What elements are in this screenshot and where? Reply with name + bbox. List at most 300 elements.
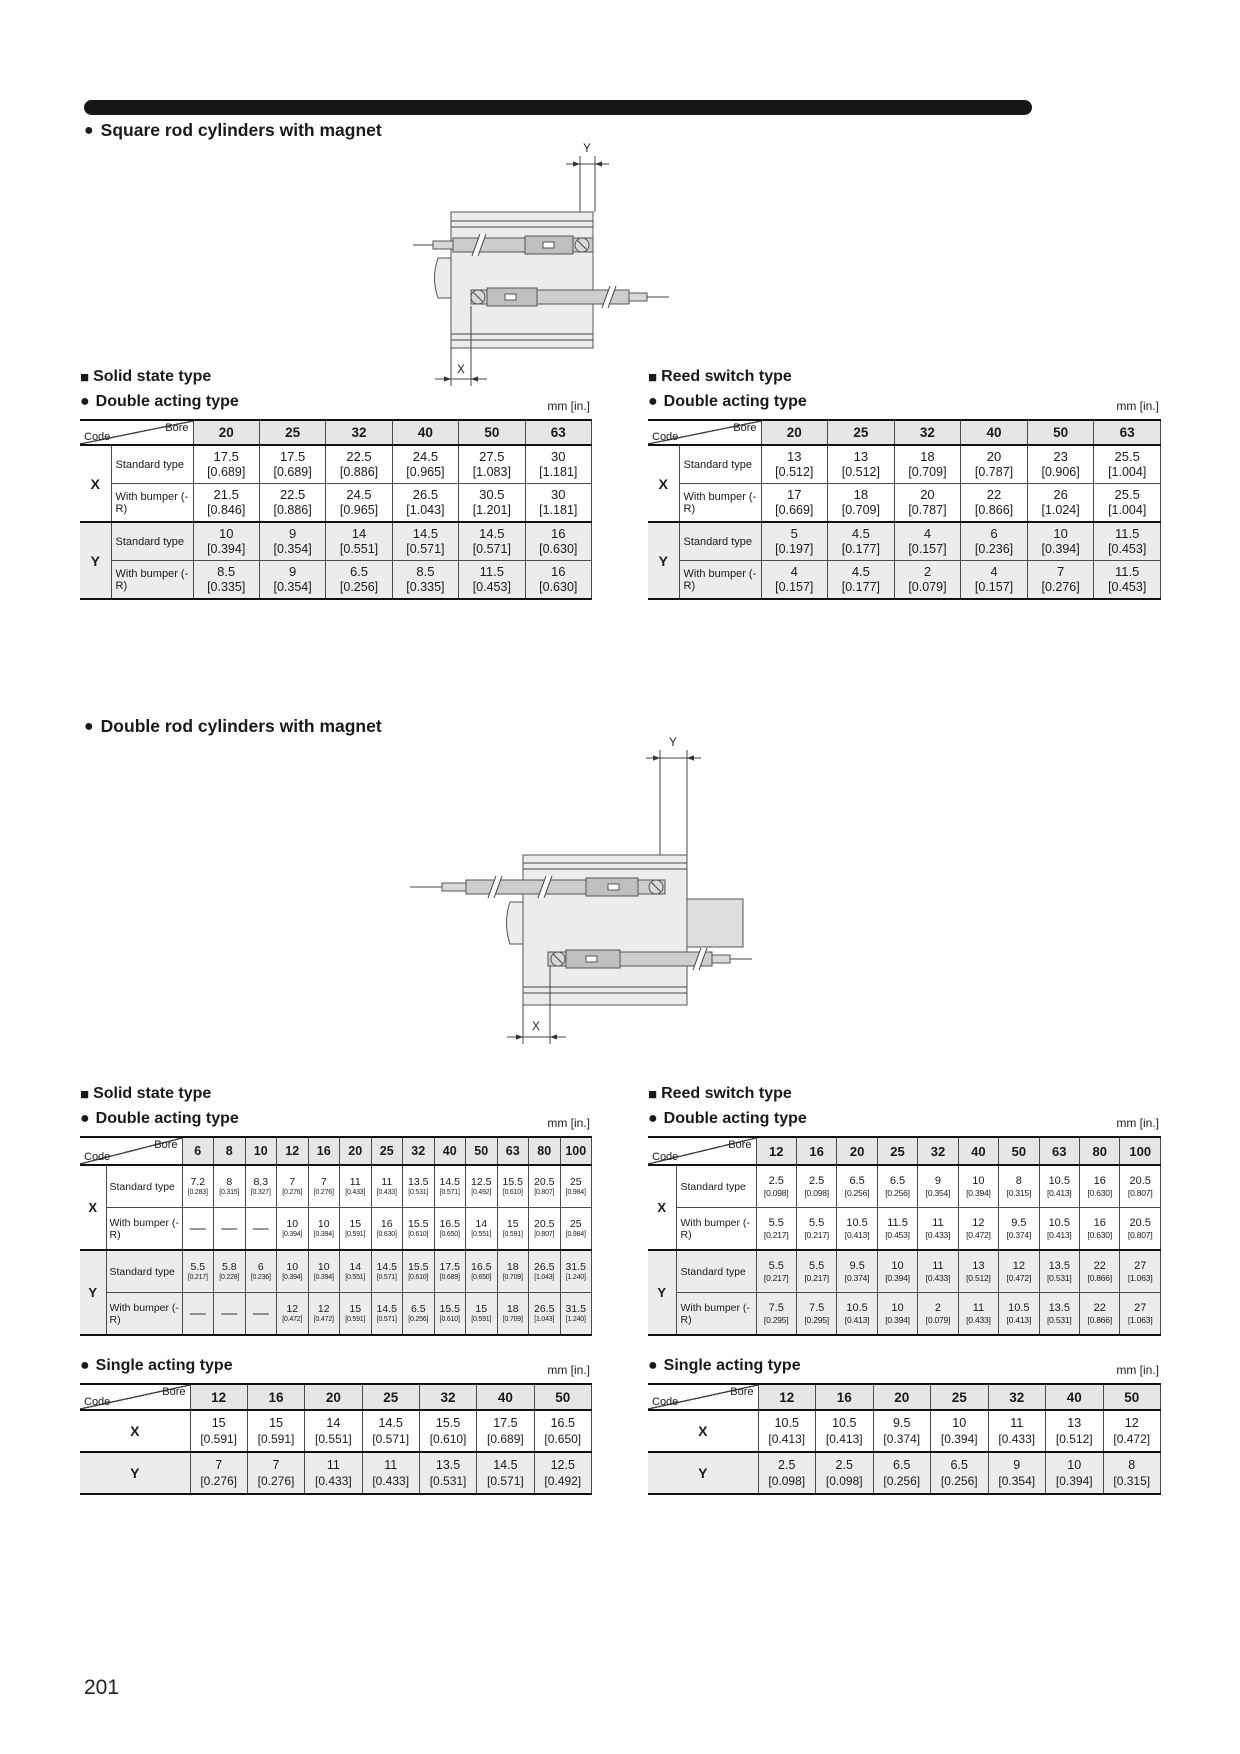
code-axis-cell: X	[648, 445, 679, 522]
bore-column-header: 40	[477, 1384, 534, 1410]
value-inch: [0.394]	[282, 1230, 303, 1238]
value-cell	[560, 1293, 592, 1336]
value-cell	[419, 1452, 476, 1494]
value-inch: [0.413]	[1006, 1315, 1032, 1326]
value-cell	[1094, 561, 1161, 600]
value-inch: [0.276]	[200, 1473, 238, 1488]
value-cell	[190, 1452, 247, 1494]
value-inch: [0.217]	[804, 1273, 829, 1284]
value-cell	[466, 1250, 498, 1293]
value-mm: 11	[932, 1259, 944, 1272]
value-cell	[403, 1208, 435, 1251]
value-mm: 17.5	[439, 1260, 460, 1273]
value-cell	[308, 1208, 340, 1251]
value-inch: [0.433]	[345, 1188, 366, 1196]
value-mm: 12	[317, 1302, 330, 1315]
value-inch: [0.276]	[257, 1473, 295, 1488]
bore-column-header: 20	[305, 1384, 362, 1410]
bore-column-header: 12	[756, 1137, 796, 1165]
value-mm: 27.5	[479, 448, 505, 464]
value-cell	[259, 484, 325, 523]
value-cell	[1027, 445, 1094, 484]
bore-column-header: 25	[877, 1137, 917, 1165]
value-mm: 30	[551, 486, 566, 502]
value-inch: [0.984]	[565, 1188, 586, 1196]
bore-column-header: 40	[392, 420, 458, 445]
value-mm: 15	[349, 1217, 362, 1230]
square-bullet-icon: ■	[80, 368, 90, 386]
value-inch: [0.571]	[487, 1473, 524, 1488]
circle-bullet-icon: ●	[80, 393, 90, 410]
type-heading-reed-switch	[648, 1085, 1161, 1103]
value-cell: —	[245, 1208, 277, 1251]
value-cell	[534, 1410, 591, 1452]
square-rod-cylinder-diagram	[385, 138, 695, 393]
value-cell	[529, 1293, 561, 1336]
value-cell	[182, 1165, 214, 1208]
value-mm: 13.5	[1048, 1301, 1070, 1314]
unit-label: mm [in.]	[1116, 1363, 1159, 1377]
value-inch: [0.472]	[313, 1315, 334, 1323]
value-cell	[459, 445, 525, 484]
value-cell	[1046, 1410, 1104, 1452]
value-inch: [0.098]	[825, 1473, 863, 1488]
value-inch: [0.571]	[376, 1273, 397, 1281]
value-inch: [0.433]	[925, 1273, 951, 1284]
value-cell	[761, 561, 828, 600]
value-cell	[756, 1250, 796, 1293]
value-inch: [0.098]	[804, 1188, 829, 1199]
value-inch: [0.531]	[1046, 1315, 1072, 1326]
unit-label: mm [in.]	[547, 399, 590, 413]
value-inch: [0.965]	[339, 503, 379, 518]
row-type-label: Standard type	[111, 445, 193, 484]
value-mm: 12.5	[550, 1457, 575, 1472]
value-cell	[1027, 522, 1094, 561]
value-cell	[326, 484, 392, 523]
value-inch: [1.043]	[534, 1315, 555, 1323]
value-cell	[214, 1165, 246, 1208]
code-axis-cell: Y	[648, 1452, 758, 1494]
value-cell	[434, 1250, 466, 1293]
value-mm: 17	[787, 486, 802, 502]
value-inch: [0.886]	[273, 503, 312, 518]
value-cell	[214, 1250, 246, 1293]
acting-heading-label: Double acting type	[95, 393, 239, 410]
value-cell	[756, 1208, 796, 1251]
value-cell	[877, 1293, 917, 1336]
value-inch: [0.433]	[966, 1315, 991, 1326]
value-cell	[371, 1250, 403, 1293]
value-mm: 26	[1053, 486, 1068, 502]
value-cell	[560, 1250, 592, 1293]
circle-bullet-icon: ●	[84, 121, 94, 139]
value-cell	[1120, 1293, 1161, 1336]
value-inch: [1.063]	[1127, 1273, 1153, 1284]
switch-indicator-icon	[505, 294, 516, 300]
value-mm: 15.5	[439, 1302, 460, 1315]
value-mm: 14.5	[376, 1302, 397, 1315]
value-inch: [0.236]	[974, 542, 1014, 557]
row-type-label: With bumper (-R)	[676, 1293, 756, 1336]
value-inch: [0.433]	[376, 1188, 397, 1196]
value-mm: 6.5	[893, 1457, 911, 1472]
value-inch: [0.669]	[775, 503, 814, 518]
value-mm: 22	[986, 486, 1002, 502]
value-cell	[392, 445, 458, 484]
value-inch: [0.433]	[998, 1431, 1036, 1446]
value-cell	[837, 1165, 877, 1208]
value-inch: [0.354]	[925, 1188, 951, 1199]
value-cell	[477, 1452, 534, 1494]
value-mm: 23	[1053, 448, 1068, 464]
switch-indicator-icon	[543, 242, 554, 248]
value-inch: [0.335]	[406, 580, 445, 595]
value-cell	[277, 1165, 309, 1208]
value-cell	[988, 1452, 1046, 1494]
code-axis-cell: Y	[648, 522, 679, 599]
value-cell: —	[182, 1208, 214, 1251]
value-cell	[796, 1293, 836, 1336]
unit-label: mm [in.]	[1116, 1116, 1159, 1130]
type-heading-label: Reed switch type	[661, 1085, 792, 1102]
table-corner-cell	[80, 420, 193, 445]
value-cell	[918, 1208, 958, 1251]
value-cell	[403, 1293, 435, 1336]
value-mm: 16.5	[550, 1415, 575, 1430]
value-mm: 7	[215, 1457, 223, 1472]
value-mm: 21.5	[213, 486, 239, 502]
value-cell	[1027, 561, 1094, 600]
value-mm: 7	[289, 1175, 296, 1188]
value-cell	[894, 522, 961, 561]
value-inch: [0.630]	[539, 542, 578, 557]
bore-column-header: 32	[419, 1384, 476, 1410]
value-inch: [0.512]	[775, 465, 814, 480]
bore-column-header: 8	[214, 1137, 246, 1165]
value-inch: [0.157]	[908, 542, 947, 557]
value-cell	[340, 1208, 372, 1251]
value-mm: 10.5	[1048, 1216, 1070, 1229]
value-mm: 26.5	[412, 486, 439, 502]
value-inch: [1.240]	[565, 1315, 586, 1323]
corner-code-label: Code	[652, 1151, 679, 1163]
value-cell	[873, 1452, 931, 1494]
row-type-label: With bumper (-R)	[106, 1208, 182, 1251]
value-mm: 10.5	[1008, 1301, 1030, 1314]
acting-heading-single	[648, 1357, 1161, 1375]
value-inch: [0.591]	[471, 1315, 492, 1323]
value-inch: [0.079]	[925, 1315, 951, 1326]
value-inch: [0.866]	[1087, 1315, 1113, 1326]
value-mm: 8.3	[253, 1175, 269, 1188]
value-inch: [0.177]	[841, 580, 880, 595]
value-mm: 15	[349, 1302, 362, 1315]
value-mm: 10	[317, 1260, 330, 1273]
value-inch: [0.217]	[804, 1230, 829, 1241]
bore-column-header: 32	[326, 420, 392, 445]
value-cell	[525, 445, 591, 484]
value-mm: 14.5	[412, 525, 439, 541]
value-inch: [0.079]	[908, 580, 947, 595]
value-cell	[371, 1208, 403, 1251]
value-cell	[529, 1165, 561, 1208]
corner-code-label: Code	[84, 431, 111, 443]
row-type-label: With bumper (-R)	[679, 484, 761, 523]
value-cell	[816, 1452, 874, 1494]
value-cell	[305, 1410, 362, 1452]
value-inch: [1.004]	[1108, 465, 1147, 480]
value-mm: 2.5	[835, 1457, 853, 1472]
value-mm: 10.5	[846, 1301, 868, 1314]
value-inch: [0.453]	[1108, 580, 1147, 595]
value-mm: 31.5	[565, 1302, 586, 1315]
value-inch: [0.197]	[775, 542, 814, 557]
value-mm: 22	[1093, 1301, 1106, 1314]
row-type-label: Standard type	[676, 1250, 756, 1293]
value-inch: [0.157]	[974, 580, 1014, 595]
row-type-label: With bumper (-R)	[676, 1208, 756, 1251]
value-mm: 20.5	[534, 1217, 555, 1230]
value-inch: [1.201]	[472, 503, 511, 518]
table-double-rod-reed-switch-double-acting	[648, 1136, 1161, 1336]
table-double-rod-reed-switch-single-acting	[648, 1383, 1161, 1495]
value-mm: 9	[1013, 1457, 1021, 1472]
value-cell	[477, 1410, 534, 1452]
table-corner-cell	[648, 1137, 756, 1165]
value-cell	[340, 1165, 372, 1208]
value-mm: 13.5	[435, 1457, 461, 1472]
value-cell	[1094, 484, 1161, 523]
circle-bullet-icon: ●	[648, 1357, 658, 1374]
value-cell	[534, 1452, 591, 1494]
value-cell	[816, 1410, 874, 1452]
value-mm: 11.5	[1115, 525, 1140, 541]
value-inch: [0.453]	[885, 1230, 910, 1241]
value-cell	[403, 1165, 435, 1208]
value-cell	[434, 1165, 466, 1208]
value-inch: [0.630]	[1087, 1230, 1113, 1241]
value-cell	[837, 1208, 877, 1251]
value-inch: [0.512]	[966, 1273, 991, 1284]
bore-column-header: 50	[999, 1137, 1039, 1165]
value-cell	[466, 1208, 498, 1251]
value-cell: —	[182, 1293, 214, 1336]
type-heading-label: Reed switch type	[661, 368, 792, 385]
value-cell	[877, 1165, 917, 1208]
value-mm: 5.5	[809, 1259, 825, 1272]
value-inch: [0.571]	[372, 1431, 410, 1446]
bore-column-header: 12	[277, 1137, 309, 1165]
value-mm: 8	[1015, 1174, 1022, 1187]
value-inch: [0.315]	[1113, 1473, 1151, 1488]
value-inch: [0.571]	[406, 542, 445, 557]
value-inch: [0.591]	[345, 1315, 366, 1323]
value-cell	[182, 1250, 214, 1293]
value-cell	[1080, 1293, 1120, 1336]
value-inch: [0.591]	[200, 1431, 238, 1446]
value-inch: [0.217]	[763, 1273, 789, 1284]
value-cell	[419, 1410, 476, 1452]
code-axis-cell: Y	[80, 1452, 190, 1494]
value-mm: 11.5	[887, 1216, 908, 1229]
row-type-label: Standard type	[106, 1250, 182, 1293]
acting-heading-label: Double acting type	[663, 393, 807, 410]
value-mm: 13	[1067, 1415, 1082, 1430]
value-cell: —	[214, 1293, 246, 1336]
value-cell	[1080, 1250, 1120, 1293]
value-cell	[525, 561, 591, 600]
circle-bullet-icon: ●	[648, 1110, 658, 1127]
value-cell	[497, 1293, 529, 1336]
bore-column-header: 16	[816, 1384, 874, 1410]
value-inch: [0.217]	[763, 1230, 789, 1241]
table-square-rod-reed-switch-double-acting	[648, 419, 1161, 600]
value-inch: [0.689]	[207, 465, 246, 480]
bore-column-header: 12	[758, 1384, 816, 1410]
double-rod-solid-state-single-acting-block	[80, 1357, 592, 1495]
value-mm: 20.5	[1129, 1216, 1151, 1229]
value-mm: 16	[551, 563, 566, 579]
value-inch: [0.650]	[439, 1230, 460, 1238]
value-mm: 4.5	[851, 563, 870, 579]
value-inch: [0.709]	[908, 465, 947, 480]
bore-column-header: 40	[434, 1137, 466, 1165]
value-mm: 15.5	[408, 1260, 429, 1273]
value-inch: [0.413]	[825, 1431, 863, 1446]
type-heading-label: Solid state type	[93, 1085, 212, 1102]
bore-column-header: 63	[497, 1137, 529, 1165]
value-mm: 11.5	[479, 563, 504, 579]
value-inch: [0.709]	[502, 1273, 523, 1281]
value-inch: [0.512]	[1055, 1431, 1093, 1446]
value-mm: 11	[972, 1301, 985, 1314]
value-cell	[1039, 1250, 1079, 1293]
value-cell	[999, 1165, 1039, 1208]
value-mm: 7	[1056, 563, 1065, 579]
value-inch: [0.610]	[502, 1188, 523, 1196]
value-cell	[1046, 1452, 1104, 1494]
value-mm: 25.5	[1114, 448, 1140, 464]
value-inch: [0.531]	[429, 1473, 467, 1488]
table-square-rod-solid-state-double-acting	[80, 419, 592, 600]
bore-column-header: 25	[259, 420, 325, 445]
value-mm: 7	[320, 1175, 327, 1188]
value-cell	[326, 522, 392, 561]
bore-column-header: 16	[308, 1137, 340, 1165]
value-inch: [0.354]	[273, 580, 312, 595]
value-inch: [0.591]	[502, 1230, 523, 1238]
value-mm: 30	[551, 448, 566, 464]
value-cell	[466, 1293, 498, 1336]
value-mm: 27	[1134, 1259, 1147, 1272]
value-cell	[308, 1250, 340, 1293]
value-cell	[877, 1208, 917, 1251]
bore-column-header: 63	[525, 420, 591, 445]
value-mm: 16	[1093, 1174, 1106, 1187]
value-inch: [0.394]	[207, 542, 246, 557]
top-divider-bar	[84, 100, 1032, 115]
value-inch: [0.807]	[1127, 1230, 1153, 1241]
value-cell	[756, 1165, 796, 1208]
acting-heading-label: Single acting type	[663, 1357, 801, 1374]
bore-column-header: 80	[529, 1137, 561, 1165]
value-mm: 5.5	[809, 1216, 825, 1229]
value-cell	[308, 1293, 340, 1336]
bore-column-header: 20	[761, 420, 828, 445]
acting-heading-double	[80, 1110, 592, 1128]
value-inch: [0.276]	[313, 1188, 334, 1196]
value-mm: 12	[1124, 1415, 1139, 1430]
value-cell	[761, 484, 828, 523]
value-cell	[931, 1410, 989, 1452]
value-inch: [0.492]	[544, 1473, 582, 1488]
value-cell	[277, 1250, 309, 1293]
value-inch: [0.571]	[439, 1188, 460, 1196]
value-cell	[837, 1293, 877, 1336]
value-cell	[434, 1208, 466, 1251]
value-cell	[560, 1208, 592, 1251]
section-title-square-rod: Square rod cylinders with magnet	[100, 120, 382, 140]
value-cell	[1120, 1165, 1161, 1208]
value-cell	[247, 1452, 304, 1494]
bore-column-header: 32	[988, 1384, 1046, 1410]
acting-heading-label: Double acting type	[663, 1110, 807, 1127]
bore-column-header: 25	[931, 1384, 989, 1410]
bore-column-header: 32	[918, 1137, 958, 1165]
value-inch: [0.630]	[1087, 1188, 1113, 1199]
value-mm: 26.5	[534, 1302, 555, 1315]
value-mm: 5.8	[221, 1260, 237, 1273]
value-cell	[362, 1410, 419, 1452]
value-inch: [0.906]	[1041, 465, 1080, 480]
value-cell	[1094, 445, 1161, 484]
bore-column-header: 32	[894, 420, 961, 445]
value-cell	[958, 1250, 998, 1293]
value-mm: 7	[272, 1457, 280, 1472]
value-cell	[1027, 484, 1094, 523]
dimension-label-x: X	[457, 364, 465, 376]
value-inch: [0.610]	[408, 1273, 429, 1281]
value-cell	[362, 1452, 419, 1494]
value-mm: 10	[1053, 525, 1068, 541]
value-mm: 11	[384, 1457, 398, 1472]
value-inch: [0.591]	[257, 1431, 295, 1446]
corner-code-label: Code	[652, 1396, 679, 1408]
section-title-double-rod: Double rod cylinders with magnet	[100, 716, 382, 736]
double-rod-reed-switch-block	[648, 1085, 1161, 1336]
value-cell	[961, 522, 1028, 561]
bore-column-header: 20	[340, 1137, 372, 1165]
dimension-label-x: X	[532, 1021, 540, 1033]
value-cell	[958, 1293, 998, 1336]
value-mm: 12	[1012, 1259, 1025, 1272]
value-mm: 5	[790, 525, 798, 541]
value-mm: 11	[326, 1457, 340, 1472]
value-mm: 12.5	[471, 1175, 492, 1188]
value-cell	[828, 561, 895, 600]
value-mm: 2	[923, 563, 932, 579]
value-mm: 10	[952, 1415, 967, 1430]
value-cell	[958, 1208, 998, 1251]
value-inch: [0.472]	[1006, 1273, 1032, 1284]
value-cell	[525, 522, 591, 561]
value-inch: [0.256]	[885, 1188, 910, 1199]
value-cell	[277, 1293, 309, 1336]
value-mm: 20	[920, 486, 935, 502]
value-cell	[305, 1452, 362, 1494]
value-inch: [0.650]	[544, 1431, 582, 1446]
